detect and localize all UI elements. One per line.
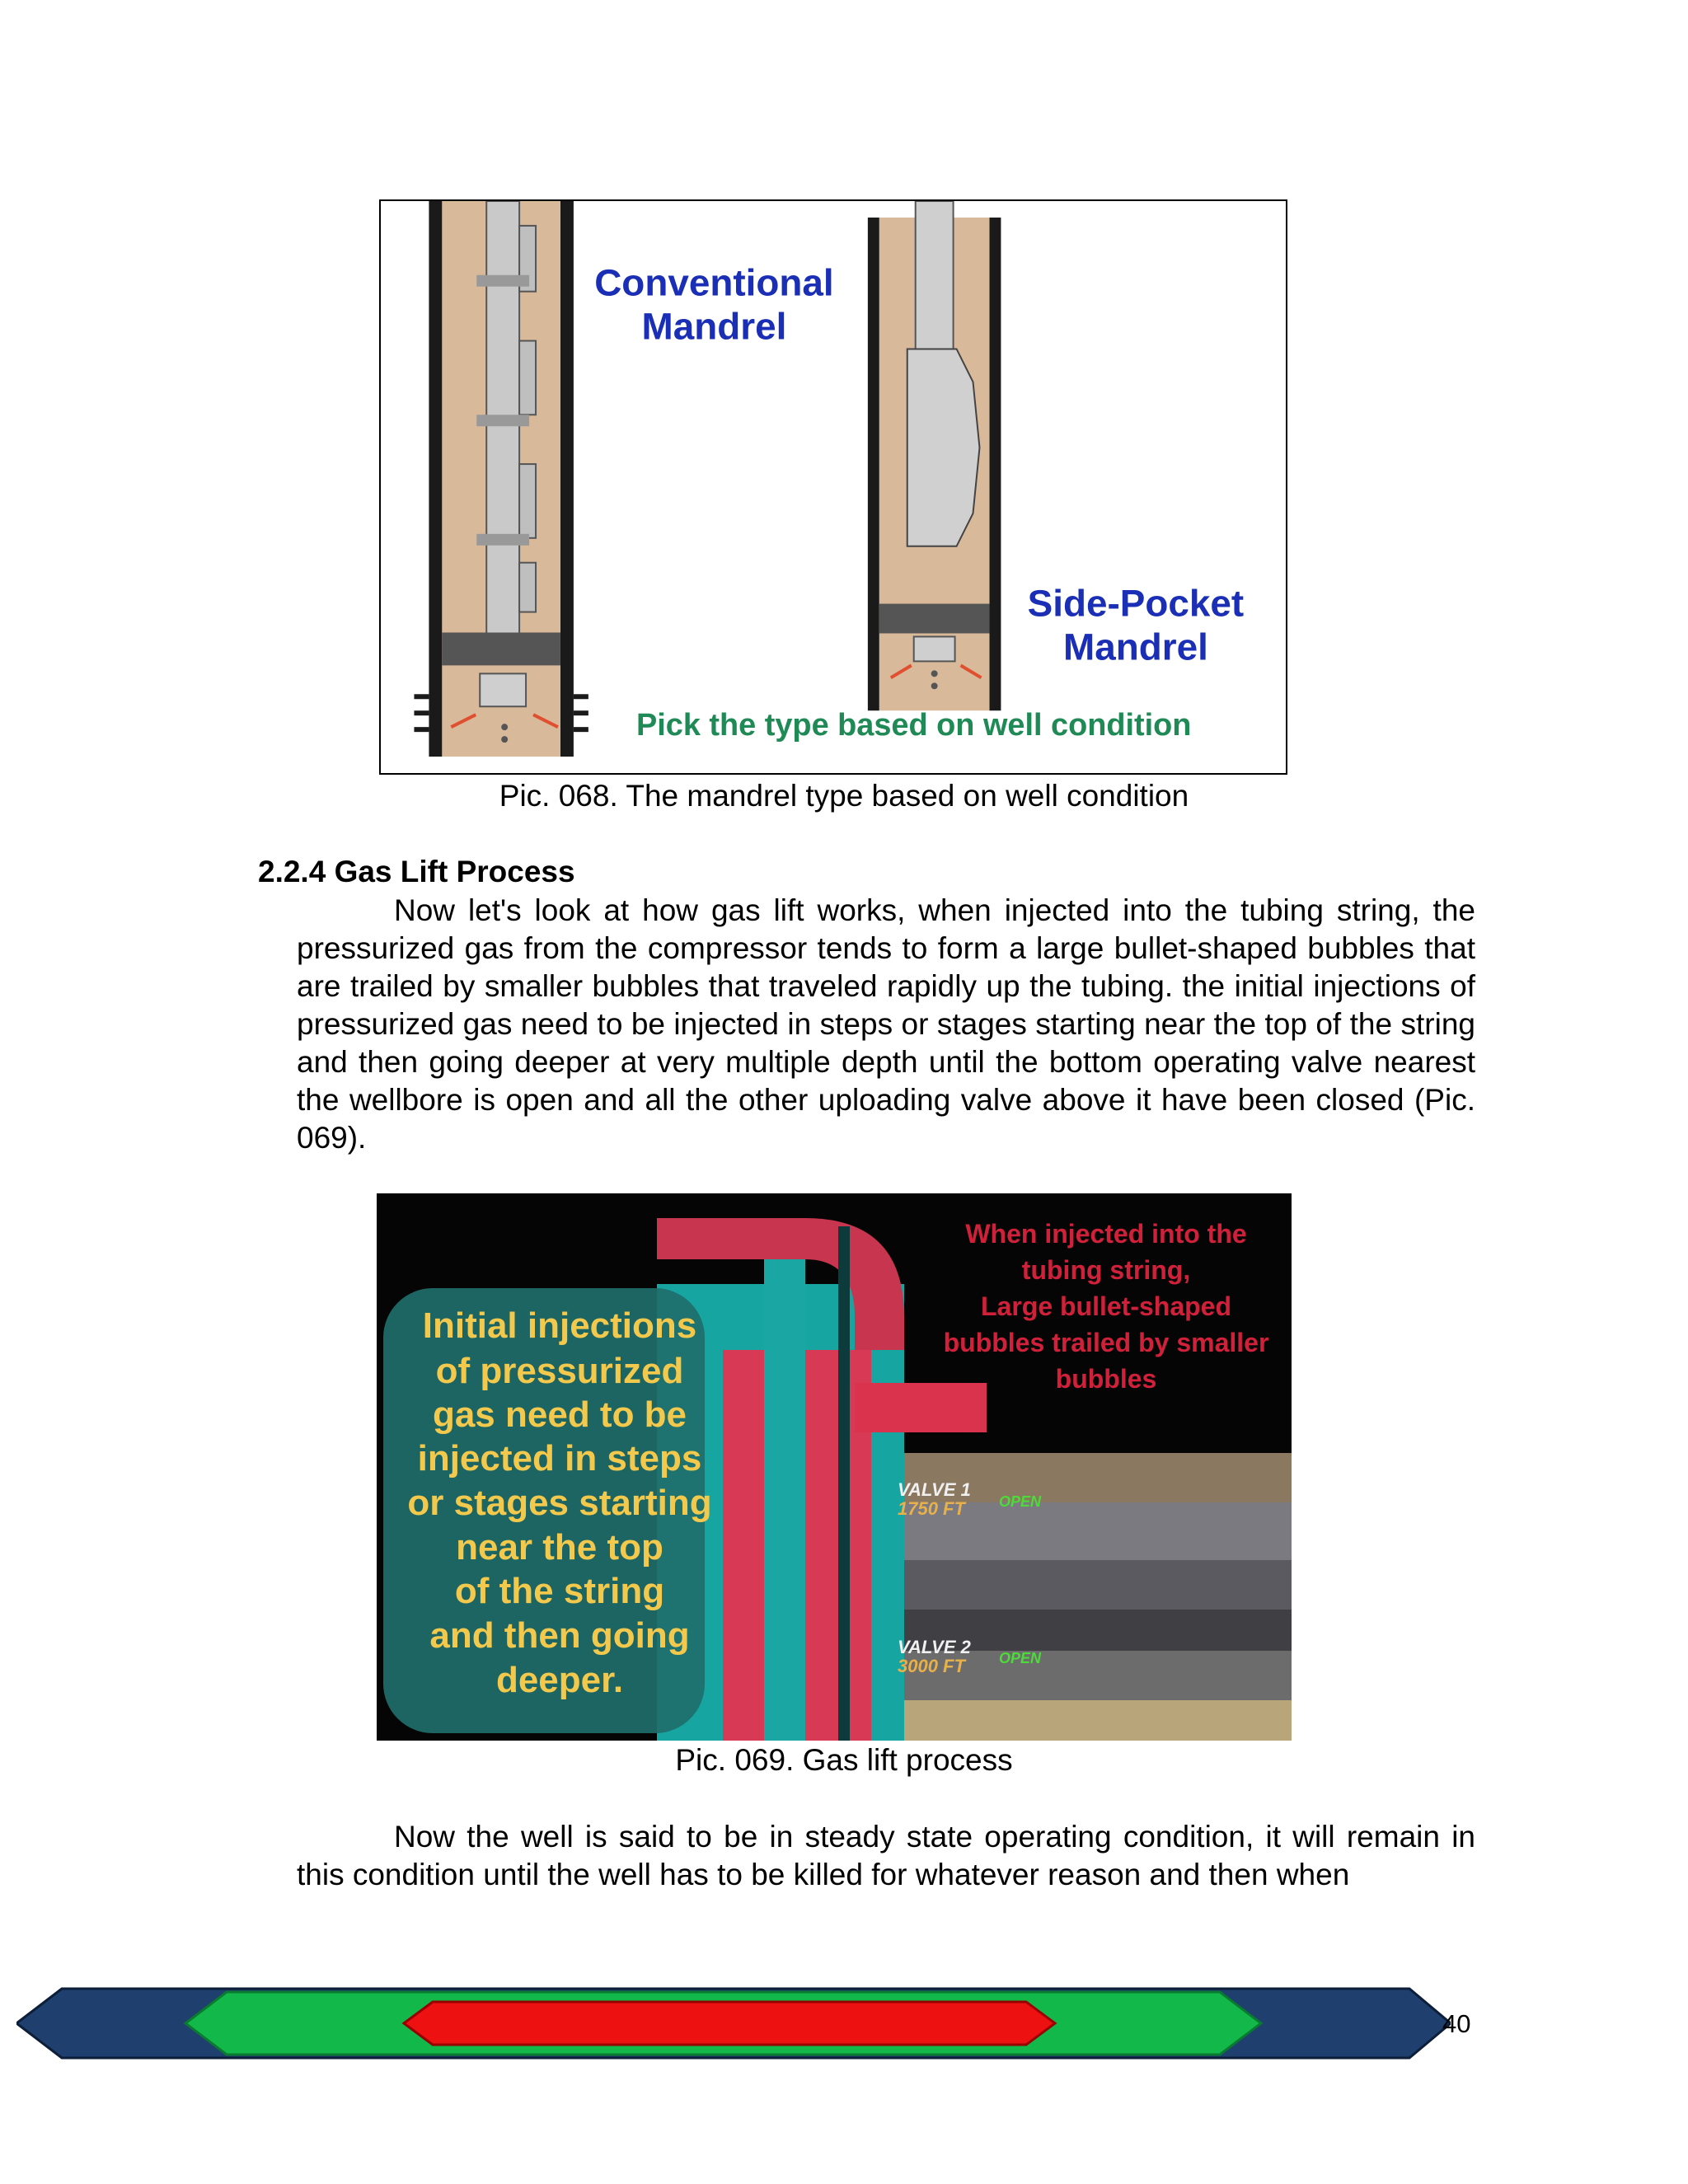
valve-2-name: VALVE 2 <box>898 1637 971 1657</box>
label-tagline: Pick the type based on well condition <box>635 708 1192 743</box>
label-conventional-line1: Conventional <box>594 260 834 304</box>
left-text-line-3: gas need to be <box>432 1394 687 1435</box>
figure-mandrel-types <box>379 199 1287 775</box>
footer-band-inner <box>404 2002 1055 2045</box>
right-text-line-5: bubbles <box>1055 1364 1157 1394</box>
gas-lift-illustration <box>377 1193 1292 1741</box>
right-text-line-2: tubing string, <box>1021 1255 1191 1285</box>
valve-2-depth: 3000 FT <box>898 1656 965 1676</box>
valve-1-status: OPEN <box>999 1493 1042 1510</box>
left-text-line-6: near the top <box>456 1527 663 1568</box>
left-text-line-2: of pressurized <box>435 1351 684 1391</box>
left-text-line-7: of the string <box>454 1571 665 1611</box>
left-text-line-4: injected in steps <box>417 1438 702 1479</box>
right-text-line-1: When injected into the <box>965 1219 1247 1249</box>
footer-decorative-band <box>16 1982 1451 2064</box>
valve-1-depth: 1750 FT <box>898 1498 965 1519</box>
mandrel-illustration <box>381 201 1286 773</box>
figure-gas-lift-process <box>377 1193 1292 1741</box>
valve-2-status: OPEN <box>999 1650 1042 1666</box>
paragraph-2-text: Now the well is said to be in steady state operating condition, it will remain in this condition until the well has to be killed for whatever reason and then when <box>297 1820 1475 1891</box>
label-side-pocket-line1: Side-Pocket <box>1027 581 1245 625</box>
label-side-pocket-line2: Mandrel <box>1063 625 1208 668</box>
side-pocket-well-drawing <box>868 201 1001 710</box>
left-text-line-9: deeper. <box>495 1660 624 1700</box>
paragraph-gas-lift-intro <box>297 892 1475 1157</box>
left-text-line-5: or stages starting <box>407 1483 712 1523</box>
paragraph-steady-state <box>297 1818 1475 1894</box>
right-text-line-4: bubbles trailed by smaller <box>943 1328 1269 1357</box>
page-number: 40 <box>1442 2009 1471 2038</box>
left-text-line-1: Initial injections <box>422 1305 697 1346</box>
section-heading: 2.2.4 Gas Lift Process <box>258 855 575 888</box>
paragraph-1-text: Now let's look at how gas lift works, when injected into the tubing string, the pressurized gas from the compressor tends to form a large bullet-shaped bubbles that are trailed by smaller bubbles that traveled rapidly up the tubing. the initial injections of pressurized gas need to be injected in steps or stages starting near the top of the string and then going deeper at very multiple depth until the bottom operating valve nearest the wellbore is open and all the other uploading valve above it have been closed (Pic. 069). <box>297 893 1475 1155</box>
label-conventional-line2: Mandrel <box>641 304 787 348</box>
conventional-well-drawing <box>414 201 588 757</box>
caption-pic-069: Pic. 069. Gas lift process <box>675 1743 1013 1777</box>
right-text-line-3: Large bullet-shaped <box>980 1291 1232 1321</box>
left-text-line-8: and then going <box>429 1615 690 1656</box>
valve-1-name: VALVE 1 <box>898 1479 971 1500</box>
caption-pic-068: Pic. 068. The mandrel type based on well condition <box>499 779 1189 813</box>
